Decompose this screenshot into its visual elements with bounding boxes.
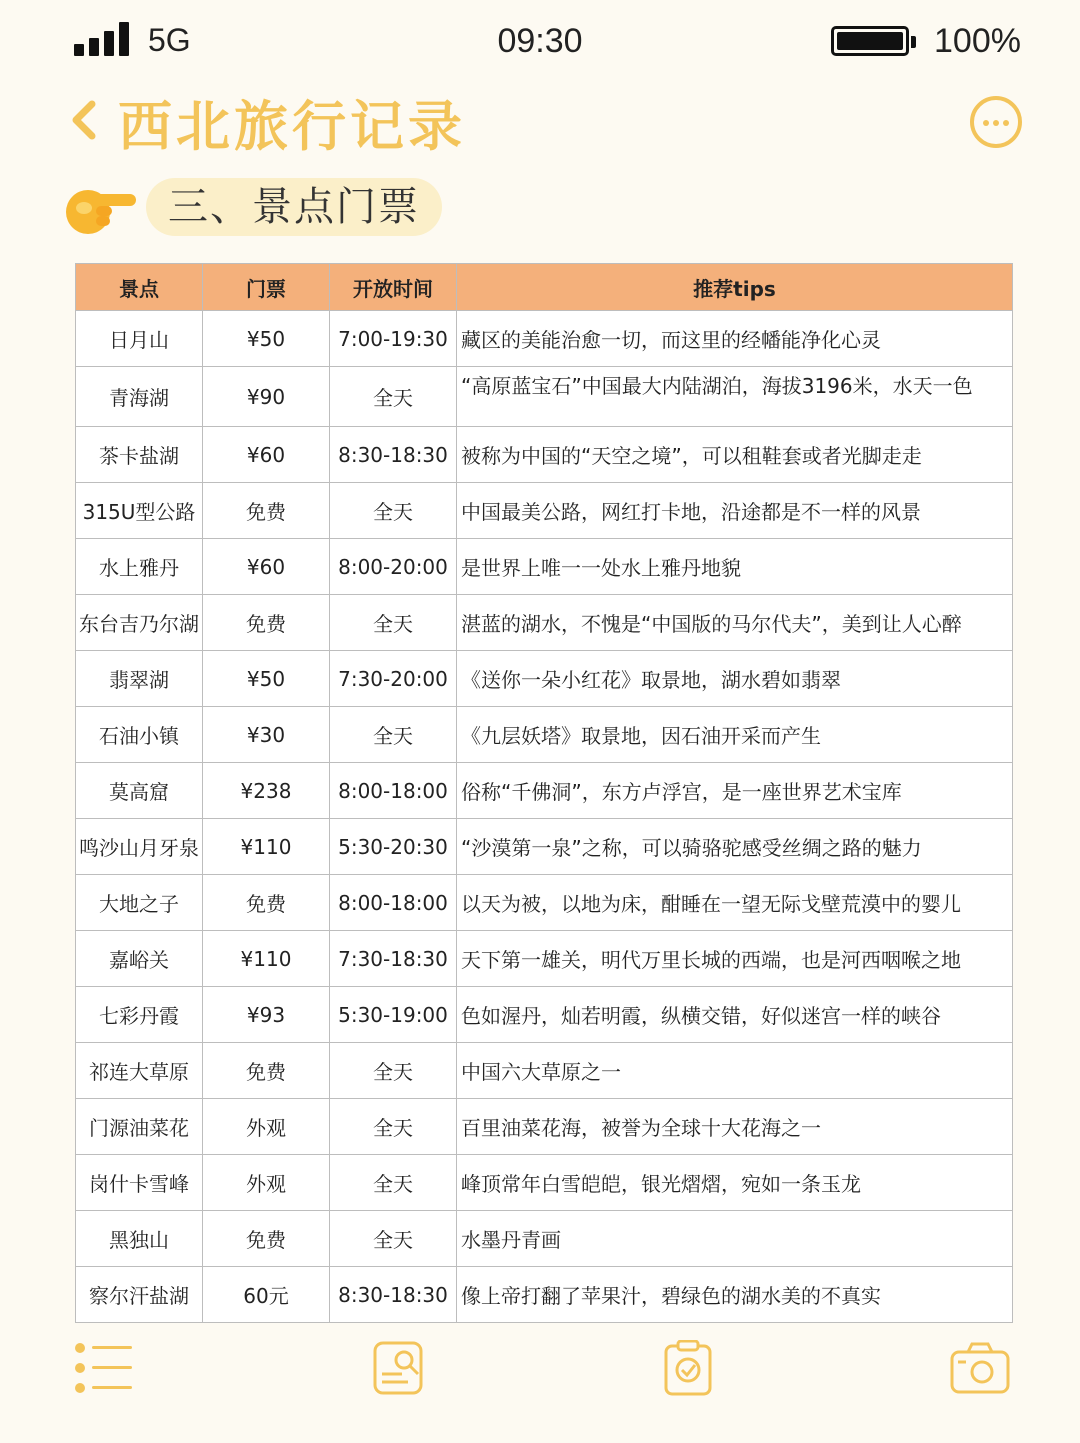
hours-cell: 7:30-18:30	[330, 931, 457, 987]
ticket-cell: ¥30	[203, 707, 330, 763]
spot-cell: 石油小镇	[76, 707, 203, 763]
table-row	[76, 427, 1013, 483]
ticket-cell: 免费	[203, 875, 330, 931]
hours-cell: 全天	[330, 595, 457, 651]
hours-cell: 8:00-18:00	[330, 875, 457, 931]
hours-cell: 5:30-19:00	[330, 987, 457, 1043]
table-row	[76, 539, 1013, 595]
spot-cell: 日月山	[76, 311, 203, 367]
camera-icon[interactable]	[950, 1340, 1010, 1396]
hours-cell: 全天	[330, 367, 457, 427]
hours-cell: 全天	[330, 1099, 457, 1155]
battery-percent: 100%	[934, 22, 1021, 60]
tip-cell: 以天为被，以地为床，酣睡在一望无际戈壁荒漠中的婴儿	[457, 875, 1013, 931]
ticket-cell: 免费	[203, 1211, 330, 1267]
hours-cell: 全天	[330, 707, 457, 763]
table-header-row	[76, 264, 1013, 311]
ticket-cell: ¥90	[203, 367, 330, 427]
section-heading: 三、景点门票	[146, 178, 442, 236]
ticket-cell: 60元	[203, 1267, 330, 1323]
table-row	[76, 931, 1013, 987]
hours-cell: 全天	[330, 1155, 457, 1211]
tip-cell: 俗称“千佛洞”，东方卢浮宫，是一座世界艺术宝库	[457, 763, 1013, 819]
spot-cell: 东台吉乃尔湖	[76, 595, 203, 651]
tip-cell: “沙漠第一泉”之称，可以骑骆驼感受丝绸之路的魅力	[457, 819, 1013, 875]
ticket-cell: 外观	[203, 1099, 330, 1155]
ticket-cell: ¥60	[203, 539, 330, 595]
tip-cell: 中国六大草原之一	[457, 1043, 1013, 1099]
network-type: 5G	[148, 22, 191, 58]
spot-cell: 莫高窟	[76, 763, 203, 819]
table-row	[76, 1043, 1013, 1099]
table-row	[76, 483, 1013, 539]
spot-cell: 黑独山	[76, 1211, 203, 1267]
battery-icon	[831, 26, 909, 56]
hours-cell: 5:30-20:30	[330, 819, 457, 875]
table-row	[76, 651, 1013, 707]
more-icon[interactable]	[970, 96, 1022, 148]
tip-cell: 峰顶常年白雪皑皑，银光熠熠，宛如一条玉龙	[457, 1155, 1013, 1211]
hours-cell: 8:00-20:00	[330, 539, 457, 595]
table-row	[76, 707, 1013, 763]
ticket-cell: 免费	[203, 1043, 330, 1099]
page-title: 西北旅行记录	[118, 95, 466, 158]
tip-cell: 被称为中国的“天空之境”，可以租鞋套或者光脚走走	[457, 427, 1013, 483]
table-row	[76, 311, 1013, 367]
spot-cell: 茶卡盐湖	[76, 427, 203, 483]
hours-cell: 全天	[330, 1043, 457, 1099]
table-row	[76, 367, 1013, 427]
spot-cell: 水上雅丹	[76, 539, 203, 595]
spot-cell: 察尔汗盐湖	[76, 1267, 203, 1323]
header-hours: 开放时间	[330, 264, 457, 311]
tip-cell: 水墨丹青画	[457, 1211, 1013, 1267]
spot-cell: 岗什卡雪峰	[76, 1155, 203, 1211]
spot-cell: 门源油菜花	[76, 1099, 203, 1155]
table-row	[76, 595, 1013, 651]
search-doc-icon[interactable]	[372, 1340, 432, 1396]
back-icon[interactable]	[66, 100, 106, 140]
header-ticket: 门票	[203, 264, 330, 311]
table-row	[76, 875, 1013, 931]
hours-cell: 7:00-19:30	[330, 311, 457, 367]
ticket-cell: ¥110	[203, 819, 330, 875]
spot-cell: 翡翠湖	[76, 651, 203, 707]
ticket-table	[75, 263, 1013, 1323]
tip-cell: 《送你一朵小红花》取景地，湖水碧如翡翠	[457, 651, 1013, 707]
table-row	[76, 763, 1013, 819]
ticket-cell: ¥50	[203, 651, 330, 707]
hours-cell: 7:30-20:00	[330, 651, 457, 707]
header-spot: 景点	[76, 264, 203, 311]
ticket-cell: 免费	[203, 595, 330, 651]
table-row	[76, 987, 1013, 1043]
spot-cell: 大地之子	[76, 875, 203, 931]
ticket-cell: ¥50	[203, 311, 330, 367]
hours-cell: 8:00-18:00	[330, 763, 457, 819]
spot-cell: 七彩丹霞	[76, 987, 203, 1043]
hours-cell: 全天	[330, 1211, 457, 1267]
ticket-cell: ¥238	[203, 763, 330, 819]
tip-cell: 《九层妖塔》取景地，因石油开采而产生	[457, 707, 1013, 763]
table-row	[76, 1267, 1013, 1323]
tip-cell: 天下第一雄关，明代万里长城的西端，也是河西咽喉之地	[457, 931, 1013, 987]
spot-cell: 嘉峪关	[76, 931, 203, 987]
spot-cell: 鸣沙山月牙泉	[76, 819, 203, 875]
tip-cell: 像上帝打翻了苹果汁，碧绿色的湖水美的不真实	[457, 1267, 1013, 1323]
spot-cell: 315U型公路	[76, 483, 203, 539]
tip-cell: “高原蓝宝石”中国最大内陆湖泊，海拔3196米，水天一色	[457, 367, 1013, 427]
ticket-cell: ¥93	[203, 987, 330, 1043]
spot-cell: 青海湖	[76, 367, 203, 427]
pointing-hand-icon	[64, 174, 140, 238]
clock: 09:30	[497, 22, 583, 60]
spot-cell: 祁连大草原	[76, 1043, 203, 1099]
ticket-cell: ¥60	[203, 427, 330, 483]
tip-cell: 是世界上唯一一处水上雅丹地貌	[457, 539, 1013, 595]
tip-cell: 百里油菜花海，被誉为全球十大花海之一	[457, 1099, 1013, 1155]
table-row	[76, 1211, 1013, 1267]
header-tips: 推荐tips	[457, 264, 1013, 311]
hours-cell: 8:30-18:30	[330, 427, 457, 483]
hours-cell: 8:30-18:30	[330, 1267, 457, 1323]
table-row	[76, 1099, 1013, 1155]
tip-cell: 色如渥丹，灿若明霞，纵横交错，好似迷宫一样的峡谷	[457, 987, 1013, 1043]
list-icon[interactable]	[74, 1340, 134, 1396]
ticket-cell: 外观	[203, 1155, 330, 1211]
tip-cell: 中国最美公路，网红打卡地，沿途都是不一样的风景	[457, 483, 1013, 539]
hours-cell: 全天	[330, 483, 457, 539]
ticket-cell: ¥110	[203, 931, 330, 987]
clipboard-check-icon[interactable]	[660, 1340, 720, 1396]
tip-cell: 藏区的美能治愈一切，而这里的经幡能净化心灵	[457, 311, 1013, 367]
table-row	[76, 819, 1013, 875]
status-bar	[0, 0, 1080, 84]
table-row	[76, 1155, 1013, 1211]
tip-cell: 湛蓝的湖水，不愧是“中国版的马尔代夫”，美到让人心醉	[457, 595, 1013, 651]
ticket-cell: 免费	[203, 483, 330, 539]
